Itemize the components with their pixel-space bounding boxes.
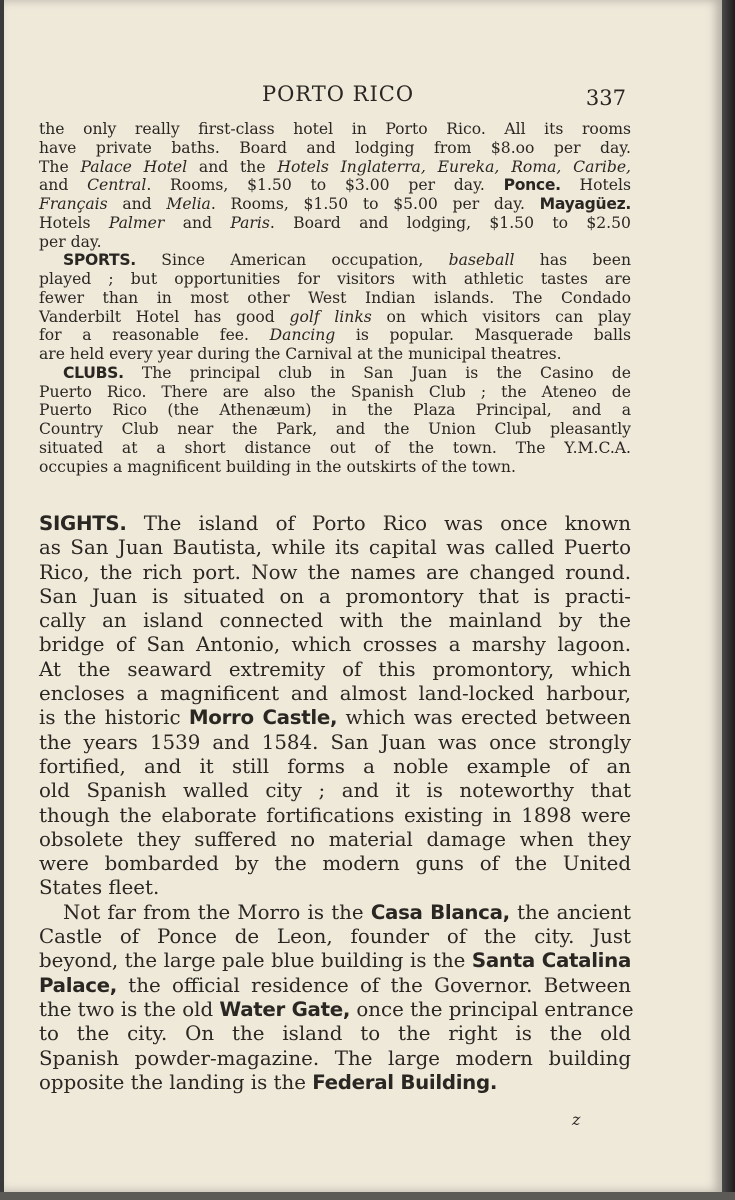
page-number: 337 (585, 86, 626, 110)
text-line: the two is the old Water Gate, once the principal entrance (39, 997, 634, 1021)
landmark-water-gate: Water Gate, (219, 997, 351, 1021)
section-heading-sights: SIGHTS. (39, 512, 127, 535)
text-line: Not far from the Morro is the Casa Blanca, the ancient (63, 900, 631, 924)
hotels-sports-clubs-section (39, 120, 631, 476)
text-line: CLUBS. The principal club in San Juan is the Casino de (63, 363, 631, 382)
text-line: Spanish powder-magazine. The large modern building (39, 1046, 631, 1070)
place-heading-ponce: Ponce. (503, 176, 561, 195)
text-line: per day. (39, 232, 102, 251)
page-header (4, 80, 722, 112)
text-line: The Palace Hotel and the Hotels Inglaterra, Eureka, Roma, Caribe, (39, 157, 631, 176)
landmark-santa-catalina: Santa Catalina (471, 949, 631, 973)
text-line: Palace, the official residence of the Governor. Between (39, 973, 631, 997)
page-edge-shadow (722, 0, 735, 1200)
text-line: San Juan is situated on a promontory that is practi- (39, 584, 631, 608)
text-line: for a reasonable fee. Dancing is popular. Masquerade balls (39, 326, 631, 345)
text-line: as San Juan Bautista, while its capital was called Puerto (39, 536, 631, 560)
text-line: beyond, the large pale blue building is the Santa Catalina (39, 949, 631, 973)
text-line: to the city. On the island to the right is the old (39, 1022, 631, 1046)
text-line: Hotels Palmer and Paris. Board and lodging, $1.50 to $2.50 (39, 213, 631, 232)
section-heading-clubs: CLUBS. (63, 363, 124, 382)
text-line: Vanderbilt Hotel has good golf links on which visitors can play (39, 307, 632, 326)
text-line: were bombarded by the modern guns of the United (39, 852, 631, 876)
running-title: PORTO RICO (261, 82, 415, 106)
text-line: the only really first-class hotel in Porto Rico. All its rooms (39, 120, 631, 138)
landmark-casa-blanca: Casa Blanca, (370, 900, 510, 924)
text-line: fortified, and it still forms a noble example of an (39, 754, 631, 778)
text-line: Puerto Rico. There are also the Spanish Club ; the Ateneo de (39, 382, 631, 401)
place-heading-mayaguez: Mayagüez. (539, 195, 631, 213)
page-bottom-edge (0, 1192, 735, 1200)
text-line: occupies a magnificent building in the outskirts of the town. (39, 457, 516, 476)
text-line: Castle of Ponce de Leon, founder of the city. Just (39, 925, 631, 949)
landmark-palace: Palace, (39, 973, 118, 997)
landmark-morro-castle: Morro Castle, (188, 706, 338, 730)
text-line: have private baths. Board and lodging from $8.oo per day. (39, 138, 631, 157)
text-line: States fleet. (39, 876, 160, 900)
text-line: At the seaward extremity of this promontory, which (39, 657, 631, 681)
text-line: SPORTS. Since American occupation, baseball has been (63, 251, 631, 270)
text-line: the years 1539 and 1584. San Juan was once strongly (39, 730, 631, 754)
text-line: SIGHTS. The island of Porto Rico was once known (39, 512, 631, 535)
text-line: and Central. Rooms, $1.50 to $3.00 per day. Ponce. Hotels (39, 176, 631, 195)
text-line: though the elaborate fortifications existing in 1898 were (39, 803, 631, 827)
text-line: opposite the landing is the Federal Building. (39, 1070, 498, 1094)
text-line: situated at a short distance out of the town. The Y.M.C.A. (39, 438, 631, 457)
text-line: Rico, the rich port. Now the names are changed round. (39, 560, 631, 584)
text-line: fewer than in most other West Indian islands. The Condado (39, 288, 631, 307)
book-page (4, 0, 722, 1192)
text-line: obsolete they suffered no material damage when they (39, 827, 631, 851)
text-line: Français and Melia. Rooms, $1.50 to $5.00 per day. Mayagüez. (39, 195, 631, 213)
text-line: Country Club near the Park, and the Union Club pleasantly (39, 420, 631, 438)
text-line: encloses a magnificent and almost land-locked harbour, (39, 682, 631, 706)
section-heading-sports: SPORTS. (63, 251, 136, 270)
text-line: is the historic Morro Castle, which was erected between (39, 706, 631, 730)
text-line: are held every year during the Carnival at the municipal theatres. (39, 345, 562, 363)
text-line: Puerto Rico (the Athenæum) in the Plaza Principal, and a (39, 401, 631, 420)
sights-section (39, 512, 634, 1095)
signature-mark: z (572, 1110, 581, 1129)
landmark-federal-building: Federal Building. (312, 1070, 498, 1094)
text-line: played ; but opportunities for visitors with athletic tastes are (39, 270, 631, 288)
text-line: old Spanish walled city ; and it is noteworthy that (39, 779, 631, 803)
text-line: cally an island connected with the mainland by the (39, 609, 631, 633)
text-line: bridge of San Antonio, which crosses a marshy lagoon. (39, 633, 631, 657)
